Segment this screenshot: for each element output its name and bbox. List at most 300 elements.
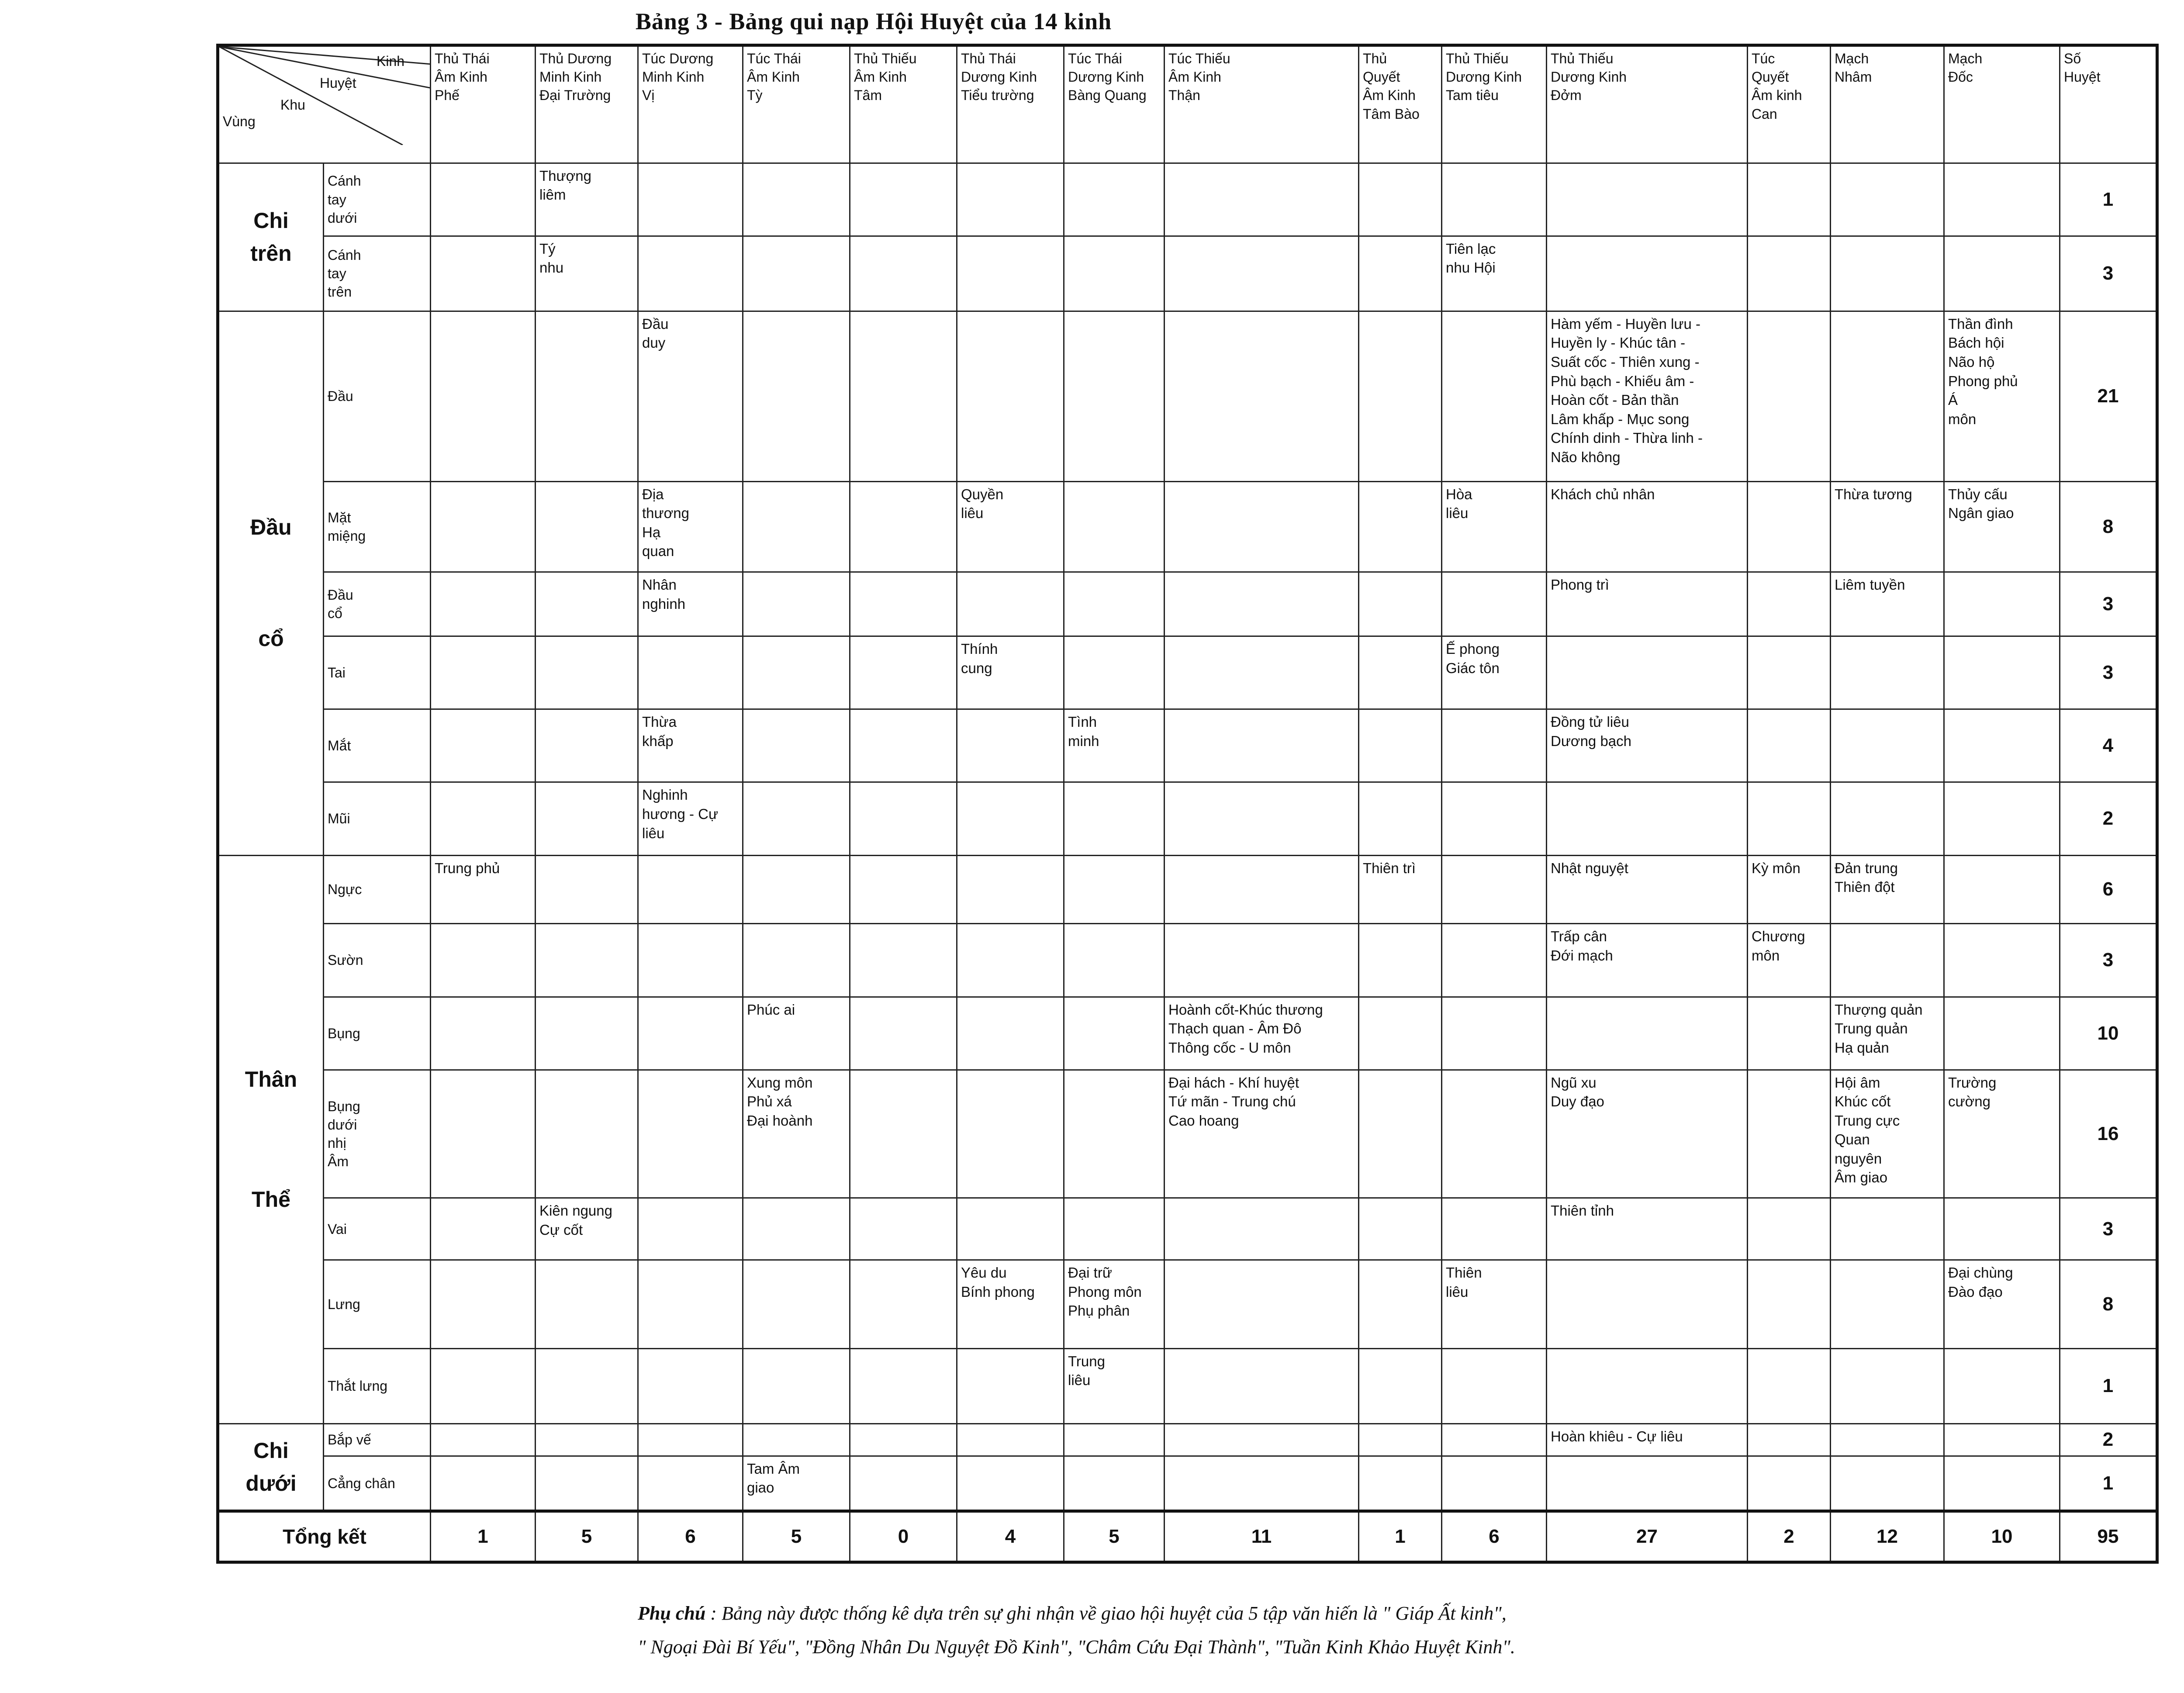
acupoint-cell [1831, 1260, 1944, 1349]
acupoint-cell [1831, 1424, 1944, 1456]
acupoint-cell: Đại chùng Đào đạo [1944, 1260, 2060, 1349]
acupoint-cell [1359, 236, 1442, 311]
acupoint-cell [1944, 855, 2060, 924]
acupoint-cell: Thượng liêm [536, 163, 638, 236]
column-header: Túc Quyết Âm kinh Can [1748, 45, 1831, 163]
acupoint-cell [850, 1198, 957, 1260]
table-row [218, 855, 2157, 924]
acupoint-cell: Thiên tỉnh [1547, 1198, 1748, 1260]
acupoint-count: 2 [2060, 782, 2157, 855]
acupoint-cell [1748, 1260, 1831, 1349]
acupoint-cell [743, 636, 850, 709]
acupoint-cell: Phong trì [1547, 572, 1748, 636]
acupoint-cell [743, 782, 850, 855]
acupoint-cell [1831, 636, 1944, 709]
header-row [218, 45, 2157, 163]
acupoint-cell [431, 1456, 536, 1511]
column-header: Mạch Đốc [1944, 45, 2060, 163]
table-row [218, 1198, 2157, 1260]
total-value: 0 [850, 1511, 957, 1562]
acupoint-cell [1547, 1260, 1748, 1349]
acupoint-cell [957, 997, 1064, 1070]
total-label: Tổng kết [218, 1511, 431, 1562]
acupoint-cell [638, 1348, 743, 1424]
acupoint-cell [431, 572, 536, 636]
acupoint-cell [743, 572, 850, 636]
acupoint-cell: Thiên trì [1359, 855, 1442, 924]
acupoint-count: 8 [2060, 481, 2157, 572]
table-row [218, 236, 2157, 311]
acupoint-cell [1748, 1198, 1831, 1260]
acupoint-cell: Đại trữ Phong môn Phụ phân [1064, 1260, 1165, 1349]
acupoint-cell [431, 1424, 536, 1456]
total-value: 6 [1442, 1511, 1547, 1562]
acupoint-cell [1064, 1198, 1165, 1260]
acupoint-cell: Hội âm Khúc cốt Trung cực Quan nguyên Âm giao [1831, 1070, 1944, 1198]
acupoint-cell: Đản trung Thiên đột [1831, 855, 1944, 924]
acupoint-cell [638, 636, 743, 709]
acupoint-cell [1944, 236, 2060, 311]
acupoint-cell [1944, 997, 2060, 1070]
column-header: Túc Thái Âm Kinh Tỳ [743, 45, 850, 163]
acupoint-cell [536, 1456, 638, 1511]
region-cell [218, 311, 324, 855]
zone-label: Cánh tay dưới [324, 163, 431, 236]
acupoint-cell: Trấp cân Đới mạch [1547, 924, 1748, 997]
zone-label: Lưng [324, 1260, 431, 1349]
acupoint-cell: Khách chủ nhân [1547, 481, 1748, 572]
acupoint-cell [1944, 1348, 2060, 1424]
total-value: 1 [1359, 1511, 1442, 1562]
acupoint-cell [743, 709, 850, 782]
acupoint-cell [957, 1198, 1064, 1260]
acupoint-cell [536, 311, 638, 481]
acupoint-count: 21 [2060, 311, 2157, 481]
acupoint-cell [1944, 572, 2060, 636]
column-header: Thủ Thiếu Dương Kinh Đởm [1547, 45, 1748, 163]
acupoint-count: 3 [2060, 572, 2157, 636]
acupoint-cell [1748, 1456, 1831, 1511]
region-cell [218, 855, 324, 1424]
acupoint-cell: Thủy cấu Ngân giao [1944, 481, 2060, 572]
acupoint-cell [1165, 709, 1359, 782]
acupoint-cell: Nhật nguyệt [1547, 855, 1748, 924]
acupoint-cell: Ngũ xu Duy đạo [1547, 1070, 1748, 1198]
acupoint-cell [1064, 997, 1165, 1070]
acupoint-cell [1359, 481, 1442, 572]
acupoint-cell [1442, 572, 1547, 636]
acupoint-cell [536, 1424, 638, 1456]
table-row [218, 1348, 2157, 1424]
acupoint-cell [957, 855, 1064, 924]
acupoint-cell [1064, 636, 1165, 709]
acupoint-cell [850, 636, 957, 709]
acupoint-cell [743, 311, 850, 481]
zone-label: Mắt [324, 709, 431, 782]
acupoint-cell [1064, 311, 1165, 481]
acupoint-cell [1165, 236, 1359, 311]
column-header: Thủ Thiếu Dương Kinh Tam tiêu [1442, 45, 1547, 163]
acupoint-cell: Hàm yếm - Huyền lưu - Huyền ly - Khúc tân - Suất cốc - Thiên xung - Phù bạch - Khiếu âm - Hoàn cốt - Bản thần Lâm khấp - Mục song Chính dinh - Thừa linh - Não không [1547, 311, 1748, 481]
acupoint-cell [1442, 709, 1547, 782]
table-row [218, 636, 2157, 709]
total-value: 12 [1831, 1511, 1944, 1562]
acupoint-cell [431, 1198, 536, 1260]
acupoint-cell [638, 1424, 743, 1456]
acupoint-cell [1064, 1070, 1165, 1198]
acupoint-cell [743, 236, 850, 311]
acupoint-cell [638, 236, 743, 311]
acupoint-cell [850, 236, 957, 311]
acupoint-cell: Thính cung [957, 636, 1064, 709]
acupoint-cell [638, 997, 743, 1070]
acupoint-cell: Tam Âm giao [743, 1456, 850, 1511]
acupoint-cell [536, 572, 638, 636]
acupoint-cell [1064, 236, 1165, 311]
acupoint-cell [1944, 163, 2060, 236]
acupoint-cell [1359, 572, 1442, 636]
table-row [218, 782, 2157, 855]
acupoint-cell [1442, 311, 1547, 481]
acupoint-cell [1831, 924, 1944, 997]
table-row [218, 997, 2157, 1070]
zone-label: Ngực [324, 855, 431, 924]
acupoint-cell: Thượng quản Trung quản Hạ quản [1831, 997, 1944, 1070]
acupoint-count: 3 [2060, 636, 2157, 709]
acupoint-cell [1831, 709, 1944, 782]
corner-label-vung: Vùng [223, 114, 256, 129]
table-row [218, 924, 2157, 997]
footnote [638, 1596, 1948, 1664]
acupoint-cell [957, 924, 1064, 997]
acupoint-cell [1944, 924, 2060, 997]
acupoint-cell [850, 311, 957, 481]
acupoint-cell [1064, 782, 1165, 855]
acupoint-cell [1831, 311, 1944, 481]
acupoint-cell [1831, 163, 1944, 236]
acupoint-cell [850, 481, 957, 572]
total-value: 4 [957, 1511, 1064, 1562]
acupoint-cell [957, 311, 1064, 481]
acupoint-cell [1064, 481, 1165, 572]
footnote-label: Phụ chú [638, 1603, 706, 1624]
zone-label: Bụng dưới nhị Âm [324, 1070, 431, 1198]
acupoint-cell [1944, 709, 2060, 782]
table-row [218, 1456, 2157, 1511]
column-header: Thủ Dương Minh Kinh Đại Trường [536, 45, 638, 163]
acupoint-cell [1831, 1348, 1944, 1424]
acupoint-cell: Phúc ai [743, 997, 850, 1070]
acupoint-cell [1359, 1456, 1442, 1511]
acupoint-count: 10 [2060, 997, 2157, 1070]
zone-label: Mũi [324, 782, 431, 855]
acupoint-cell [536, 1348, 638, 1424]
footnote-line-1: : Bảng này được thống kê dựa trên sự ghi nhận về giao hội huyệt của 5 tập văn hiến là " Giáp Ất kinh", [705, 1603, 1507, 1624]
acupoint-cell [1442, 855, 1547, 924]
acupoint-cell [1547, 163, 1748, 236]
acupoint-cell [1359, 782, 1442, 855]
table-row [218, 311, 2157, 481]
total-value: 6 [638, 1511, 743, 1562]
acupoint-cell [1748, 997, 1831, 1070]
acupoint-cell [431, 311, 536, 481]
acupoint-cell [1165, 481, 1359, 572]
zone-label: Sườn [324, 924, 431, 997]
acupoint-cell [638, 1070, 743, 1198]
corner-label-kinh: Kinh [377, 53, 405, 69]
acupoint-cell [743, 1260, 850, 1349]
acupoint-cell [1359, 997, 1442, 1070]
acupoint-cell [536, 481, 638, 572]
acupoint-cell: Địa thương Hạ quan [638, 481, 743, 572]
acupoint-cell [1944, 1198, 2060, 1260]
acupoint-cell [1944, 1456, 2060, 1511]
table-row [218, 163, 2157, 236]
column-header: Thủ Quyết Âm Kinh Tâm Bào [1359, 45, 1442, 163]
acupoint-cell [638, 924, 743, 997]
acupoint-cell [1165, 1456, 1359, 1511]
zone-label: Đầu cổ [324, 572, 431, 636]
acupoint-cell [638, 163, 743, 236]
acupoint-cell: Hoàn khiêu - Cự liêu [1547, 1424, 1748, 1456]
table-row [218, 1260, 2157, 1349]
acupoint-cell [1064, 855, 1165, 924]
column-header: Túc Thiếu Âm Kinh Thận [1165, 45, 1359, 163]
acupoint-cell [536, 997, 638, 1070]
total-value: 5 [743, 1511, 850, 1562]
acupoint-cell [1442, 163, 1547, 236]
acupoint-cell [850, 997, 957, 1070]
total-value: 95 [2060, 1511, 2157, 1562]
acupoint-cell: Thừa khấp [638, 709, 743, 782]
acupoint-count: 16 [2060, 1070, 2157, 1198]
acupoint-cell: Kiên ngung Cự cốt [536, 1198, 638, 1260]
total-value: 11 [1165, 1511, 1359, 1562]
acupoint-cell [1748, 481, 1831, 572]
acupoint-cell [850, 709, 957, 782]
acupoint-cell [1831, 1456, 1944, 1511]
acupoint-cell [1748, 236, 1831, 311]
total-value: 1 [431, 1511, 536, 1562]
acupoint-cell [850, 163, 957, 236]
acupoint-cell [1831, 236, 1944, 311]
acupoint-cell: Thừa tương [1831, 481, 1944, 572]
acupoint-cell [1748, 636, 1831, 709]
acupoint-cell [431, 709, 536, 782]
acupoint-cell [957, 1456, 1064, 1511]
acupoint-cell [638, 1260, 743, 1349]
acupoint-cell [957, 709, 1064, 782]
acupoint-cell [1442, 1456, 1547, 1511]
total-value: 2 [1748, 1511, 1831, 1562]
acupoint-cell: Tý nhu [536, 236, 638, 311]
acupoint-cell [850, 855, 957, 924]
zone-label: Vai [324, 1198, 431, 1260]
acupoint-cell [1359, 636, 1442, 709]
acupoint-cell [638, 1198, 743, 1260]
acupoint-cell [850, 1070, 957, 1198]
acupoint-cell [1165, 1424, 1359, 1456]
region-label: Thân [245, 1067, 297, 1092]
zone-label: Mặt miệng [324, 481, 431, 572]
acupoint-cell: Hoành cốt-Khúc thương Thạch quan - Âm Đô Thông cốc - U môn [1165, 997, 1359, 1070]
acupoint-cell [743, 163, 850, 236]
acupoint-cell [1748, 1348, 1831, 1424]
acupoint-cell: Đồng tử liêu Dương bạch [1547, 709, 1748, 782]
acupoint-cell [1442, 924, 1547, 997]
acupoint-cell: Trung liêu [1064, 1348, 1165, 1424]
zone-label: Tai [324, 636, 431, 709]
acupoint-cell [1442, 1348, 1547, 1424]
acupoint-cell [1165, 163, 1359, 236]
acupoint-cell [1831, 1198, 1944, 1260]
total-value: 27 [1547, 1511, 1748, 1562]
table-row [218, 1070, 2157, 1198]
total-value: 5 [1064, 1511, 1165, 1562]
acupoint-cell [850, 1348, 957, 1424]
acupoint-cell [536, 1070, 638, 1198]
acupoint-cell: Chương môn [1748, 924, 1831, 997]
acupoint-cell [850, 1260, 957, 1349]
acupoint-cell [638, 1456, 743, 1511]
acupoint-cell: Ế phong Giác tôn [1442, 636, 1547, 709]
acupoint-cell [1359, 163, 1442, 236]
acupoint-cell [1064, 1424, 1165, 1456]
acupoint-count: 3 [2060, 924, 2157, 997]
acupoint-cell [1064, 924, 1165, 997]
acupoint-cell [957, 1424, 1064, 1456]
acupoint-cell [1442, 782, 1547, 855]
acupoint-summary-table [216, 44, 2159, 1564]
acupoint-cell: Đầu duy [638, 311, 743, 481]
column-header: Túc Thái Dương Kinh Bàng Quang [1064, 45, 1165, 163]
acupoint-cell [1064, 1456, 1165, 1511]
column-header: Thủ Thái Dương Kinh Tiểu trường [957, 45, 1064, 163]
acupoint-cell [957, 1070, 1064, 1198]
acupoint-count: 1 [2060, 163, 2157, 236]
acupoint-cell [1359, 311, 1442, 481]
acupoint-cell [536, 709, 638, 782]
zone-label: Bắp vế [324, 1424, 431, 1456]
acupoint-cell [1547, 1348, 1748, 1424]
acupoint-cell [536, 855, 638, 924]
acupoint-cell: Tiên lạc nhu Hội [1442, 236, 1547, 311]
acupoint-cell [1165, 855, 1359, 924]
zone-label: Cánh tay trên [324, 236, 431, 311]
acupoint-cell [743, 855, 850, 924]
acupoint-cell [957, 572, 1064, 636]
acupoint-cell [1165, 1198, 1359, 1260]
acupoint-cell [1359, 1070, 1442, 1198]
total-value: 5 [536, 1511, 638, 1562]
acupoint-cell: Đại hách - Khí huyệt Tứ mãn - Trung chú Cao hoang [1165, 1070, 1359, 1198]
acupoint-cell: Thiên liêu [1442, 1260, 1547, 1349]
acupoint-cell [1165, 782, 1359, 855]
table-row [218, 1424, 2157, 1456]
acupoint-cell [743, 1198, 850, 1260]
acupoint-cell [536, 1260, 638, 1349]
acupoint-cell [957, 236, 1064, 311]
acupoint-cell [1165, 1348, 1359, 1424]
acupoint-cell: Quyền liêu [957, 481, 1064, 572]
acupoint-cell [431, 481, 536, 572]
column-header: Số Huyệt [2060, 45, 2157, 163]
acupoint-cell [536, 782, 638, 855]
region-label: Đầu [250, 515, 292, 540]
table-row [218, 709, 2157, 782]
acupoint-cell [957, 782, 1064, 855]
page-title: Bảng 3 - Bảng qui nạp Hội Huyệt của 14 kinh [635, 8, 1112, 35]
acupoint-cell [431, 924, 536, 997]
acupoint-cell [850, 1456, 957, 1511]
acupoint-cell [1165, 924, 1359, 997]
acupoint-count: 8 [2060, 1260, 2157, 1349]
header-corner [218, 45, 431, 163]
acupoint-cell [743, 1424, 850, 1456]
acupoint-cell [1944, 636, 2060, 709]
corner-label-khu: Khu [280, 97, 305, 113]
acupoint-cell [1748, 311, 1831, 481]
acupoint-cell [431, 236, 536, 311]
acupoint-count: 3 [2060, 1198, 2157, 1260]
acupoint-cell [1165, 636, 1359, 709]
region-label: cổ [258, 626, 284, 651]
acupoint-cell: Trung phủ [431, 855, 536, 924]
acupoint-cell [1944, 782, 2060, 855]
acupoint-cell [957, 163, 1064, 236]
acupoint-cell [638, 855, 743, 924]
acupoint-cell: Thần đình Bách hội Não hộ Phong phủ Á môn [1944, 311, 2060, 481]
acupoint-cell [1547, 1456, 1748, 1511]
acupoint-cell [850, 782, 957, 855]
acupoint-count: 1 [2060, 1456, 2157, 1511]
acupoint-cell [1064, 163, 1165, 236]
footnote-line-2: " Ngoại Đài Bí Yếu", "Đồng Nhân Du Nguyệt Đồ Kinh", "Châm Cứu Đại Thành", "Tuần Kinh Khảo Huyệt Kinh". [638, 1636, 1515, 1658]
acupoint-cell [743, 1348, 850, 1424]
acupoint-count: 2 [2060, 1424, 2157, 1456]
total-value: 10 [1944, 1511, 2060, 1562]
column-header: Thủ Thiếu Âm Kinh Tâm [850, 45, 957, 163]
acupoint-cell [850, 572, 957, 636]
acupoint-cell [1442, 1198, 1547, 1260]
column-header: Túc Dương Minh Kinh Vị [638, 45, 743, 163]
acupoint-cell [850, 1424, 957, 1456]
acupoint-cell [1165, 1260, 1359, 1349]
column-header: Thủ Thái Âm Kinh Phế [431, 45, 536, 163]
acupoint-cell: Trường cường [1944, 1070, 2060, 1198]
acupoint-cell [1165, 572, 1359, 636]
acupoint-cell [1748, 163, 1831, 236]
acupoint-cell: Yêu du Bính phong [957, 1260, 1064, 1349]
acupoint-cell [1359, 1198, 1442, 1260]
acupoint-cell [743, 924, 850, 997]
zone-label: Bụng [324, 997, 431, 1070]
acupoint-cell: Tình minh [1064, 709, 1165, 782]
acupoint-cell [1547, 236, 1748, 311]
acupoint-cell [1547, 997, 1748, 1070]
acupoint-cell [1359, 1260, 1442, 1349]
table-row [218, 572, 2157, 636]
acupoint-cell: Kỳ môn [1748, 855, 1831, 924]
acupoint-cell [743, 481, 850, 572]
zone-label: Thắt lưng [324, 1348, 431, 1424]
acupoint-cell [536, 924, 638, 997]
zone-label: Cẳng chân [324, 1456, 431, 1511]
acupoint-cell [1748, 709, 1831, 782]
acupoint-cell [1748, 782, 1831, 855]
acupoint-cell [1547, 636, 1748, 709]
acupoint-cell [957, 1348, 1064, 1424]
